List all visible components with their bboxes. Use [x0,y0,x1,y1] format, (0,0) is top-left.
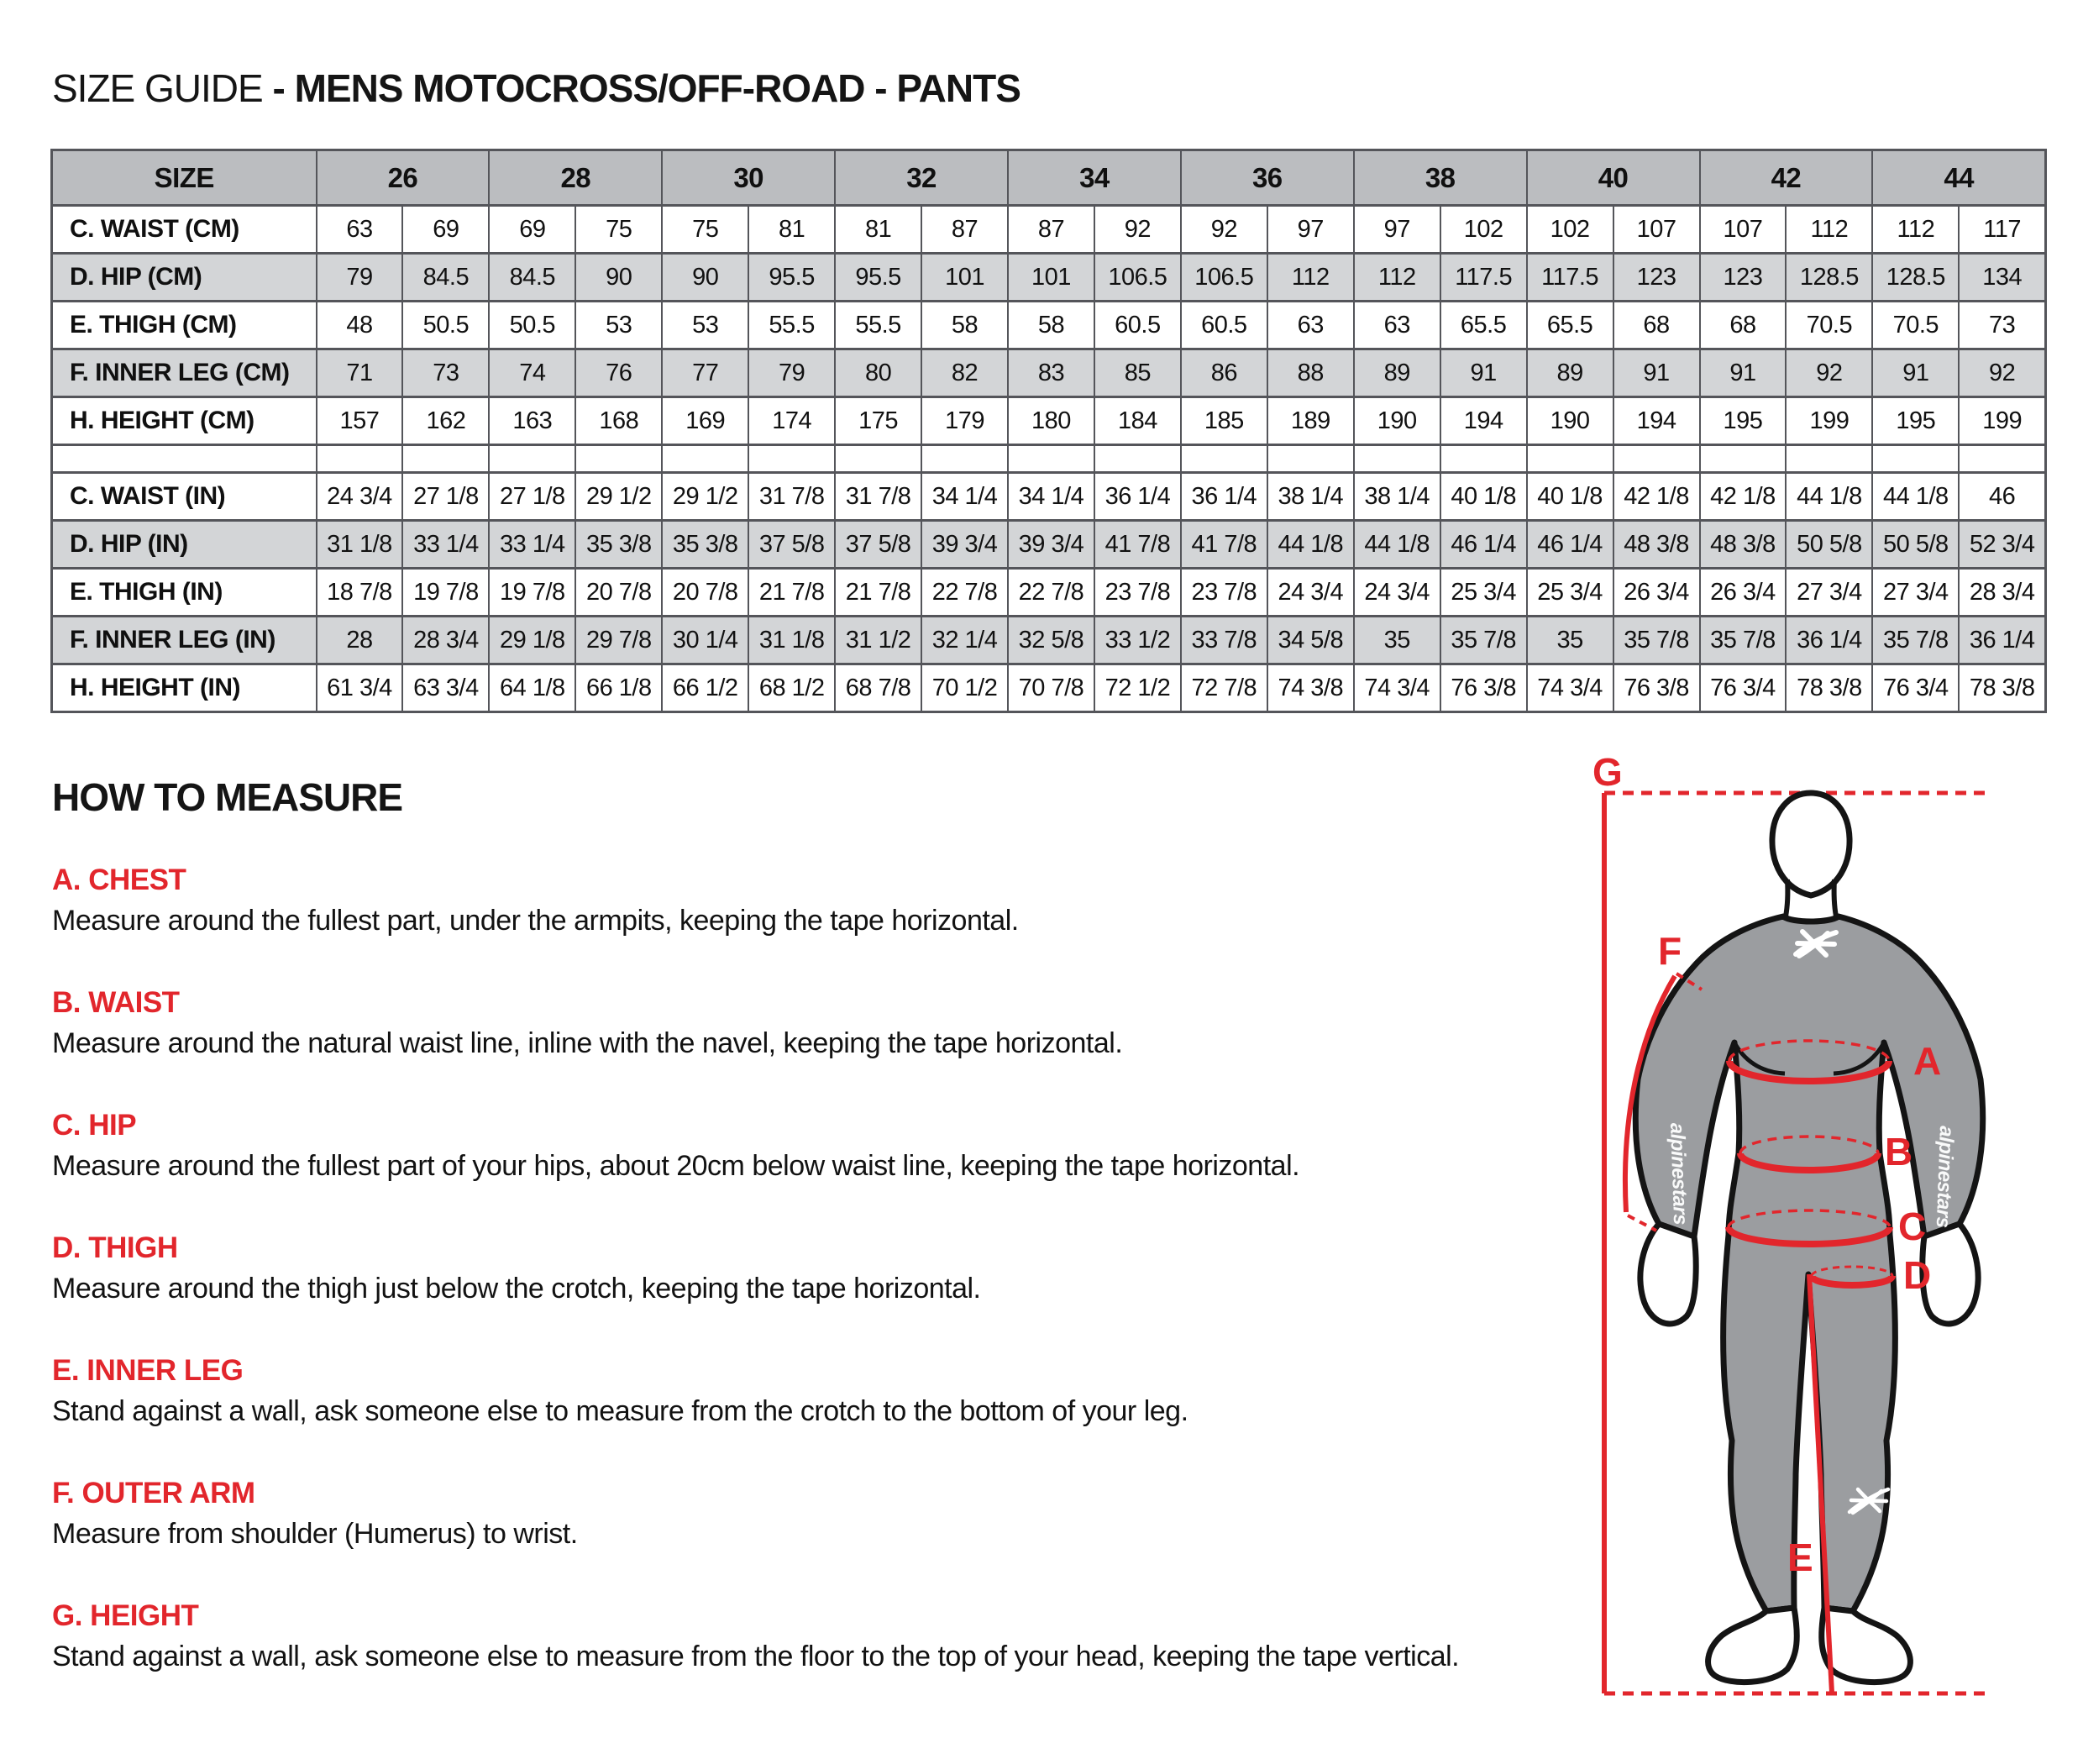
measurement-row [52,569,2046,617]
size-value-cell: 22 7/8 [921,569,1008,617]
size-value-cell: 48 3/8 [1613,521,1700,569]
how-to-measure-heading: HOW TO MEASURE [52,775,403,819]
size-value-cell: 81 [748,206,835,254]
size-header-cell: 32 [835,150,1008,206]
measurement-row [52,664,2046,712]
size-header-cell: 30 [662,150,835,206]
size-value-cell: 35 3/8 [662,521,748,569]
spacer-row [52,445,2046,473]
size-value-cell: 76 3/4 [1872,664,1959,712]
size-value-cell: 48 3/8 [1700,521,1787,569]
size-value-cell: 21 7/8 [748,569,835,617]
size-value-cell: 19 7/8 [402,569,489,617]
size-value-cell: 84.5 [489,254,575,302]
size-value-cell: 68 1/2 [748,664,835,712]
size-value-cell: 36 1/4 [1181,473,1267,521]
size-value-cell: 22 7/8 [1008,569,1094,617]
measurement-row [52,302,2046,349]
size-value-cell: 112 [1872,206,1959,254]
size-value-cell: 64 1/8 [489,664,575,712]
size-value-cell: 89 [1354,349,1440,397]
size-value-cell: 36 1/4 [1959,617,2045,664]
size-value-cell: 69 [489,206,575,254]
size-value-cell: 174 [748,397,835,445]
size-value-cell: 117 [1959,206,2045,254]
page-title [52,66,1021,111]
size-header-cell: 36 [1181,150,1354,206]
measure-section-description: Measure around the fullest part of your hips, about 20cm below waist line, keeping the tape horizontal. [52,1150,1300,1182]
size-value-cell: 35 7/8 [1700,617,1787,664]
size-value-cell: 69 [402,206,489,254]
size-value-cell: 74 [489,349,575,397]
size-value-cell: 97 [1354,206,1440,254]
size-value-cell: 19 7/8 [489,569,575,617]
diagram-label-thigh: D [1903,1253,1931,1297]
measure-section-heading: F. OUTER ARM [52,1477,255,1509]
measure-sections [52,864,1564,1722]
diagram-label-height: G [1592,752,1623,794]
spacer-cell [1527,445,1613,473]
body-measurement-diagram [1587,752,2083,1764]
size-value-cell: 29 7/8 [575,617,662,664]
size-value-cell: 76 [575,349,662,397]
size-value-cell: 199 [1959,397,2045,445]
size-value-cell: 92 [1786,349,1872,397]
size-value-cell: 92 [1959,349,2045,397]
size-value-cell: 76 3/8 [1440,664,1527,712]
size-value-cell: 41 7/8 [1094,521,1181,569]
size-value-cell: 28 [317,617,403,664]
spacer-cell [1354,445,1440,473]
measure-section-description: Measure from shoulder (Humerus) to wrist. [52,1518,578,1550]
size-value-cell: 78 3/8 [1959,664,2045,712]
size-value-cell: 175 [835,397,921,445]
size-value-cell: 63 [1354,302,1440,349]
spacer-cell [1786,445,1872,473]
measurement-row [52,254,2046,302]
size-value-cell: 194 [1440,397,1527,445]
size-value-cell: 50.5 [402,302,489,349]
size-value-cell: 79 [748,349,835,397]
size-value-cell: 58 [1008,302,1094,349]
size-header-cell: 44 [1872,150,2045,206]
size-value-cell: 106.5 [1181,254,1267,302]
size-value-cell: 70 1/2 [921,664,1008,712]
size-value-cell: 55.5 [835,302,921,349]
size-value-cell: 60.5 [1094,302,1181,349]
size-value-cell: 102 [1527,206,1613,254]
size-header-cell: 40 [1527,150,1700,206]
size-value-cell: 40 1/8 [1527,473,1613,521]
size-value-cell: 189 [1267,397,1354,445]
spacer-cell [1181,445,1267,473]
size-value-cell: 29 1/2 [575,473,662,521]
spacer-cell [748,445,835,473]
size-value-cell: 162 [402,397,489,445]
spacer-cell [1872,445,1959,473]
size-value-cell: 76 3/4 [1700,664,1787,712]
spacer-cell [1700,445,1787,473]
measure-section-description: Stand against a wall, ask someone else to measure from the crotch to the bottom of your leg. [52,1395,1188,1427]
measure-section [52,864,1564,937]
size-value-cell: 39 3/4 [1008,521,1094,569]
measure-section-description: Stand against a wall, ask someone else to measure from the floor to the top of your head, keeping the tape vertical. [52,1641,1460,1672]
measurement-label-cell: D. HIP (CM) [52,254,317,302]
measure-section-description: Measure around the thigh just below the crotch, keeping the tape horizontal. [52,1273,981,1305]
spacer-cell [662,445,748,473]
size-table [50,149,2047,713]
measure-section-description: Measure around the fullest part, under the armpits, keeping the tape horizontal. [52,905,1019,937]
size-value-cell: 74 3/4 [1354,664,1440,712]
size-value-cell: 168 [575,397,662,445]
spacer-cell [1267,445,1354,473]
measurement-row [52,521,2046,569]
size-value-cell: 53 [575,302,662,349]
measurement-label-cell: E. THIGH (IN) [52,569,317,617]
size-value-cell: 195 [1872,397,1959,445]
size-value-cell: 37 5/8 [835,521,921,569]
size-value-cell: 31 1/8 [748,617,835,664]
size-value-cell: 25 3/4 [1527,569,1613,617]
size-value-cell: 29 1/2 [662,473,748,521]
measurement-label-cell: C. WAIST (CM) [52,206,317,254]
size-value-cell: 95.5 [835,254,921,302]
measure-section [52,1109,1564,1183]
size-value-cell: 112 [1786,206,1872,254]
size-value-cell: 73 [1959,302,2045,349]
size-header-cell: 34 [1008,150,1181,206]
size-value-cell: 44 1/8 [1267,521,1354,569]
size-value-cell: 26 3/4 [1613,569,1700,617]
size-value-cell: 46 1/4 [1440,521,1527,569]
size-value-cell: 85 [1094,349,1181,397]
size-value-cell: 65.5 [1527,302,1613,349]
measure-section [52,1599,1564,1673]
measure-section [52,986,1564,1060]
size-value-cell: 123 [1613,254,1700,302]
body-diagram-svg [1587,752,2083,1764]
size-value-cell: 35 7/8 [1872,617,1959,664]
size-value-cell: 35 [1527,617,1613,664]
size-value-cell: 40 1/8 [1440,473,1527,521]
size-value-cell: 74 3/4 [1527,664,1613,712]
size-value-cell: 112 [1267,254,1354,302]
size-value-cell: 24 3/4 [1267,569,1354,617]
size-value-cell: 194 [1613,397,1700,445]
size-value-cell: 41 7/8 [1181,521,1267,569]
size-value-cell: 53 [662,302,748,349]
size-value-cell: 117.5 [1527,254,1613,302]
size-value-cell: 25 3/4 [1440,569,1527,617]
size-value-cell: 44 1/8 [1872,473,1959,521]
size-value-cell: 91 [1872,349,1959,397]
size-header-cell: 38 [1354,150,1527,206]
measurement-label-cell: F. INNER LEG (IN) [52,617,317,664]
size-value-cell: 77 [662,349,748,397]
size-value-cell: 61 3/4 [317,664,403,712]
size-value-cell: 91 [1440,349,1527,397]
size-value-cell: 46 [1959,473,2045,521]
size-value-cell: 95.5 [748,254,835,302]
size-value-cell: 33 7/8 [1181,617,1267,664]
size-value-cell: 163 [489,397,575,445]
size-value-cell: 24 3/4 [317,473,403,521]
size-value-cell: 71 [317,349,403,397]
size-value-cell: 70.5 [1786,302,1872,349]
size-value-cell: 33 1/4 [402,521,489,569]
size-value-cell: 185 [1181,397,1267,445]
size-value-cell: 52 3/4 [1959,521,2045,569]
size-value-cell: 91 [1613,349,1700,397]
size-value-cell: 38 1/4 [1354,473,1440,521]
measurement-row [52,473,2046,521]
spacer-cell [489,445,575,473]
size-value-cell: 50.5 [489,302,575,349]
measure-section [52,1354,1564,1428]
spacer-cell [317,445,403,473]
size-value-cell: 117.5 [1440,254,1527,302]
measure-section-heading: E. INNER LEG [52,1354,244,1387]
measure-section [52,1477,1564,1551]
size-table-corner-label: SIZE [52,150,317,206]
size-value-cell: 37 5/8 [748,521,835,569]
size-value-cell: 35 7/8 [1440,617,1527,664]
size-value-cell: 66 1/8 [575,664,662,712]
size-value-cell: 20 7/8 [662,569,748,617]
size-value-cell: 101 [1008,254,1094,302]
size-value-cell: 123 [1700,254,1787,302]
size-value-cell: 74 3/8 [1267,664,1354,712]
size-value-cell: 30 1/4 [662,617,748,664]
measure-section-heading: C. HIP [52,1109,137,1142]
measure-section [52,1231,1564,1305]
spacer-cell [921,445,1008,473]
size-value-cell: 90 [662,254,748,302]
size-value-cell: 33 1/2 [1094,617,1181,664]
page-title-bold: - MENS MOTOCROSS/OFF-ROAD - PANTS [272,66,1021,110]
size-value-cell: 50 5/8 [1786,521,1872,569]
diagram-label-outer-arm: F [1658,929,1682,973]
size-value-cell: 72 7/8 [1181,664,1267,712]
size-value-cell: 82 [921,349,1008,397]
size-value-cell: 128.5 [1786,254,1872,302]
size-value-cell: 107 [1700,206,1787,254]
size-value-cell: 48 [317,302,403,349]
size-header-cell: 42 [1700,150,1873,206]
size-value-cell: 75 [662,206,748,254]
size-value-cell: 92 [1094,206,1181,254]
size-value-cell: 63 [317,206,403,254]
size-header-cell: 28 [489,150,662,206]
size-value-cell: 31 1/2 [835,617,921,664]
size-value-cell: 38 1/4 [1267,473,1354,521]
left-hand [1640,1224,1696,1324]
size-value-cell: 35 [1354,617,1440,664]
size-value-cell: 180 [1008,397,1094,445]
size-value-cell: 70 7/8 [1008,664,1094,712]
size-value-cell: 90 [575,254,662,302]
size-value-cell: 66 1/2 [662,664,748,712]
size-value-cell: 79 [317,254,403,302]
size-value-cell: 34 1/4 [921,473,1008,521]
page-title-regular: SIZE GUIDE [52,66,273,110]
size-value-cell: 27 3/4 [1786,569,1872,617]
measure-section-heading: A. CHEST [52,864,186,896]
right-arm-brand-text: alpinestars [1931,1125,1958,1228]
left-foot [1708,1608,1797,1683]
size-value-cell: 80 [835,349,921,397]
size-value-cell: 39 3/4 [921,521,1008,569]
size-value-cell: 44 1/8 [1786,473,1872,521]
size-value-cell: 27 3/4 [1872,569,1959,617]
size-value-cell: 68 [1700,302,1787,349]
size-value-cell: 101 [921,254,1008,302]
size-value-cell: 46 1/4 [1527,521,1613,569]
size-value-cell: 76 3/8 [1613,664,1700,712]
spacer-cell [1008,445,1094,473]
spacer-cell [402,445,489,473]
size-value-cell: 23 7/8 [1094,569,1181,617]
size-value-cell: 31 7/8 [748,473,835,521]
size-value-cell: 70.5 [1872,302,1959,349]
spacer-cell [835,445,921,473]
size-value-cell: 55.5 [748,302,835,349]
size-value-cell: 87 [921,206,1008,254]
size-value-cell: 35 7/8 [1613,617,1700,664]
size-value-cell: 81 [835,206,921,254]
size-value-cell: 89 [1527,349,1613,397]
size-header-row [52,150,2046,206]
size-value-cell: 58 [921,302,1008,349]
size-value-cell: 18 7/8 [317,569,403,617]
size-value-cell: 83 [1008,349,1094,397]
size-value-cell: 112 [1354,254,1440,302]
size-value-cell: 199 [1786,397,1872,445]
size-value-cell: 63 [1267,302,1354,349]
measurement-row [52,397,2046,445]
measure-section-heading: D. THIGH [52,1231,178,1264]
size-value-cell: 86 [1181,349,1267,397]
measurement-label-cell: H. HEIGHT (CM) [52,397,317,445]
size-value-cell: 32 5/8 [1008,617,1094,664]
spacer-cell [1440,445,1527,473]
size-value-cell: 21 7/8 [835,569,921,617]
size-value-cell: 84.5 [402,254,489,302]
diagram-label-waist: B [1885,1130,1912,1173]
size-value-cell: 50 5/8 [1872,521,1959,569]
size-value-cell: 72 1/2 [1094,664,1181,712]
measurement-label-cell: F. INNER LEG (CM) [52,349,317,397]
size-value-cell: 32 1/4 [921,617,1008,664]
measure-section-heading: B. WAIST [52,986,180,1019]
size-value-cell: 36 1/4 [1786,617,1872,664]
right-hand [1923,1224,1978,1324]
size-value-cell: 190 [1527,397,1613,445]
size-value-cell: 31 7/8 [835,473,921,521]
size-value-cell: 29 1/8 [489,617,575,664]
size-value-cell: 23 7/8 [1181,569,1267,617]
spacer-cell [1959,445,2045,473]
head-outline [1772,793,1850,895]
size-value-cell: 63 3/4 [402,664,489,712]
measurement-row [52,206,2046,254]
size-value-cell: 97 [1267,206,1354,254]
measure-section-heading: G. HEIGHT [52,1599,199,1632]
measure-section-description: Measure around the natural waist line, inline with the navel, keeping the tape horizontal. [52,1027,1123,1059]
measurement-label-cell: C. WAIST (IN) [52,473,317,521]
size-value-cell: 106.5 [1094,254,1181,302]
size-value-cell: 60.5 [1181,302,1267,349]
size-value-cell: 92 [1181,206,1267,254]
size-value-cell: 31 1/8 [317,521,403,569]
size-value-cell: 27 1/8 [402,473,489,521]
size-value-cell: 88 [1267,349,1354,397]
size-value-cell: 73 [402,349,489,397]
size-value-cell: 195 [1700,397,1787,445]
measurement-label-cell: E. THIGH (CM) [52,302,317,349]
size-value-cell: 36 1/4 [1094,473,1181,521]
size-value-cell: 68 [1613,302,1700,349]
size-value-cell: 107 [1613,206,1700,254]
size-value-cell: 44 1/8 [1354,521,1440,569]
size-value-cell: 24 3/4 [1354,569,1440,617]
size-value-cell: 190 [1354,397,1440,445]
size-value-cell: 128.5 [1872,254,1959,302]
size-value-cell: 33 1/4 [489,521,575,569]
spacer-cell [1094,445,1181,473]
diagram-label-chest: A [1913,1039,1941,1083]
size-value-cell: 42 1/8 [1700,473,1787,521]
size-value-cell: 27 1/8 [489,473,575,521]
measurement-label-cell: H. HEIGHT (IN) [52,664,317,712]
size-value-cell: 65.5 [1440,302,1527,349]
size-value-cell: 102 [1440,206,1527,254]
size-value-cell: 184 [1094,397,1181,445]
size-value-cell: 26 3/4 [1700,569,1787,617]
measurement-label-cell: D. HIP (IN) [52,521,317,569]
size-value-cell: 28 3/4 [1959,569,2045,617]
size-value-cell: 87 [1008,206,1094,254]
size-value-cell: 75 [575,206,662,254]
diagram-label-hip: C [1898,1205,1926,1248]
spacer-cell [52,445,317,473]
diagram-label-inner-leg: E [1787,1536,1813,1579]
spacer-cell [1613,445,1700,473]
measurement-row [52,349,2046,397]
spacer-cell [575,445,662,473]
size-value-cell: 34 5/8 [1267,617,1354,664]
size-value-cell: 157 [317,397,403,445]
left-arm-brand-text: alpinestars [1666,1122,1692,1226]
measurement-row [52,617,2046,664]
size-value-cell: 68 7/8 [835,664,921,712]
size-value-cell: 78 3/8 [1786,664,1872,712]
size-value-cell: 179 [921,397,1008,445]
size-value-cell: 20 7/8 [575,569,662,617]
size-value-cell: 28 3/4 [402,617,489,664]
size-value-cell: 169 [662,397,748,445]
size-value-cell: 91 [1700,349,1787,397]
size-value-cell: 134 [1959,254,2045,302]
size-value-cell: 42 1/8 [1613,473,1700,521]
size-value-cell: 34 1/4 [1008,473,1094,521]
size-value-cell: 35 3/8 [575,521,662,569]
right-foot [1822,1608,1911,1683]
size-header-cell: 26 [317,150,490,206]
